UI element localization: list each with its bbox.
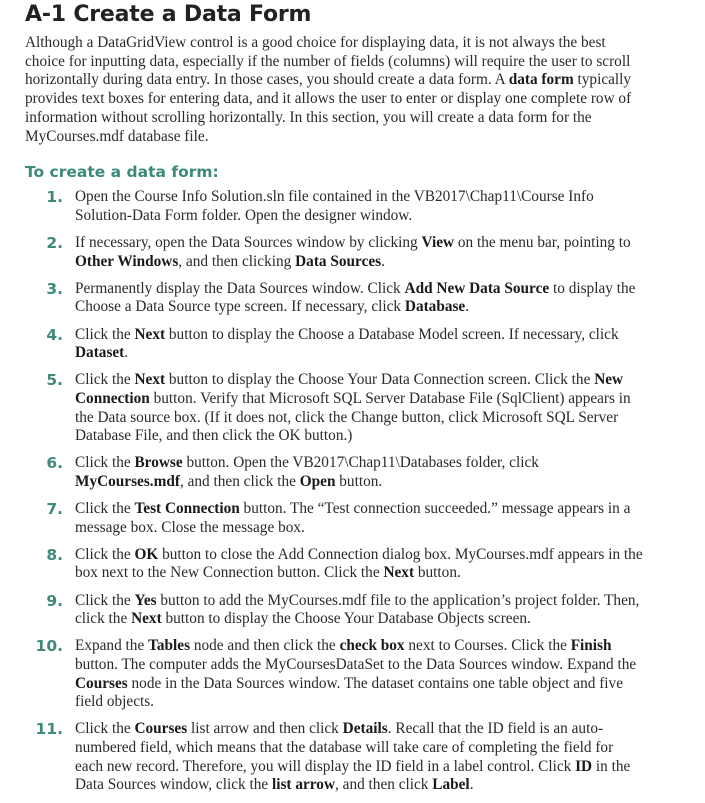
text-run: button. Open the VB2017\Chap11\Databases folder, click [182, 454, 539, 472]
step-number: 7. [46, 500, 63, 519]
bold-term: Label [432, 776, 470, 794]
bold-term: Test Connection [134, 500, 240, 518]
text-run: button. Verify that Microsoft SQL Server Database File (SqlClient) appears in the Data source box. (If it does not, click the Change button, click Microsoft SQL Server Database File, and then click the OK button.) [75, 389, 631, 445]
text-run: button to close the Add Connection dialog box. MyCourses.mdf appears in the box next to the New Connection button. Click the [75, 545, 643, 582]
step-item [25, 546, 643, 583]
bold-term: Next [383, 564, 415, 582]
text-run: button to display the Choose a Database Model screen. If necessary, click [165, 325, 619, 343]
step-item [25, 454, 643, 491]
step-item [25, 234, 643, 271]
text-run: Click the [75, 325, 135, 343]
bold-term: Courses [134, 720, 188, 738]
bold-term: data form [508, 71, 574, 89]
steps-list [25, 188, 685, 795]
bold-term: Browse [134, 454, 183, 472]
bold-term: Tables [148, 637, 191, 655]
text-run: list arrow and then click [187, 720, 343, 738]
text-run: Expand the [75, 637, 149, 655]
bold-term: Add New Data Source [404, 279, 550, 297]
text-run: button. [335, 472, 383, 490]
step-item [25, 280, 643, 317]
text-run: Click the [75, 720, 135, 738]
document-page [25, 0, 685, 803]
bold-term: ID [575, 757, 593, 775]
bold-term: Database [404, 298, 466, 316]
bold-term: Yes [134, 591, 157, 609]
text-run: , and then clicking [178, 252, 296, 270]
text-run: in the Data Sources window, click the [75, 757, 631, 794]
step-number: 6. [46, 454, 63, 473]
step-number: 8. [46, 545, 63, 564]
bold-term: Next [131, 610, 162, 628]
bold-term: OK [134, 545, 159, 563]
bold-term: Courses [75, 674, 128, 692]
text-run: Although a DataGridView control is a good choice for displaying data, it is not always the best choice for inputting data, especially if the number of fields (columns) will require the user to scroll horizontally during data entry. In those cases, you should create a data form. A [25, 34, 631, 89]
bold-term: MyCourses.mdf [75, 472, 180, 490]
text-run: Click the [75, 500, 135, 518]
text-run: , and then click the [179, 472, 300, 490]
bold-term: Dataset [75, 344, 125, 362]
bold-term: Open [299, 472, 336, 490]
text-run: . [381, 252, 385, 270]
text-run: Open the Course Info Solution.sln file contained in the VB2017\Chap11\Course Info Solution-Data Form folder. Open the designer window. [75, 188, 594, 224]
text-run: Click the [75, 454, 135, 472]
text-run: to display the Choose a Data Source type screen. If necessary, click [75, 279, 636, 316]
procedure-title: To create a data form: [25, 163, 219, 182]
section-heading: A-1 Create a Data Form [25, 2, 312, 27]
text-run: . Recall that the ID field is an auto-numbered field, which means that the database will take care of completing the field for each new record. Therefore, you will display the ID field in a label control. Click [75, 720, 614, 775]
bold-term: Details [342, 720, 388, 738]
text-run: . [465, 298, 470, 316]
step-number: 9. [46, 591, 63, 610]
step-number: 4. [46, 325, 63, 344]
step-number: 11. [35, 720, 63, 739]
step-item [25, 592, 643, 629]
text-run: node in the Data Sources window. The dataset contains one table object and five field objects. [75, 674, 623, 711]
text-run: button to add the MyCourses.mdf file to the application’s project folder. Then, click the [75, 591, 640, 628]
text-run: on the menu bar, pointing to [454, 234, 631, 251]
text-run: Click the [75, 371, 135, 389]
bold-term: View [421, 234, 455, 251]
text-run: Permanently display the Data Sources window. Click [75, 279, 405, 297]
step-number: 10. [35, 637, 63, 656]
text-run: node and then click the [190, 637, 340, 655]
text-run: , and then click [335, 776, 433, 794]
intro-paragraph [25, 34, 645, 146]
step-number: 5. [46, 371, 63, 390]
step-item [25, 720, 643, 794]
step-number: 2. [46, 234, 63, 252]
step-item [25, 326, 643, 363]
text-run: button. The computer adds the MyCoursesDataSet to the Data Sources window. Expand the [75, 656, 637, 674]
text-run: Click the [75, 545, 135, 563]
bold-term: New Connection [75, 371, 624, 407]
text-run: . [124, 344, 129, 362]
text-run: button. The “Test connection succeeded.” message appears in a message box. Close the message box. [75, 500, 631, 536]
step-item [25, 637, 643, 711]
step-item [25, 371, 643, 445]
bold-term: Finish [570, 637, 612, 655]
text-run: Click the [75, 591, 135, 609]
bold-term: Data Sources [295, 252, 382, 270]
bold-term: check box [339, 637, 405, 655]
step-number: 3. [46, 279, 63, 298]
text-run: . [469, 776, 474, 794]
text-run: typically provides text boxes for entering data, and it allows the user to enter or display one complete row of information without scrolling horizontally. In this section, you will create a data form for the MyCourses.mdf database file. [25, 71, 632, 145]
text-run: button to display the Choose Your Data Connection screen. Click the [165, 371, 595, 389]
text-run: button. [414, 564, 461, 582]
step-item [25, 500, 643, 537]
text-run: button to display the Choose Your Database Objects screen. [161, 610, 531, 628]
text-run: If necessary, open the Data Sources window by clicking [75, 234, 422, 251]
step-number: 1. [46, 188, 63, 207]
bold-term: list arrow [271, 776, 335, 794]
step-item [25, 188, 643, 225]
text-run: next to Courses. Click the [404, 637, 571, 655]
bold-term: Other Windows [75, 252, 179, 270]
bold-term: Next [134, 371, 166, 389]
bold-term: Next [134, 325, 166, 343]
